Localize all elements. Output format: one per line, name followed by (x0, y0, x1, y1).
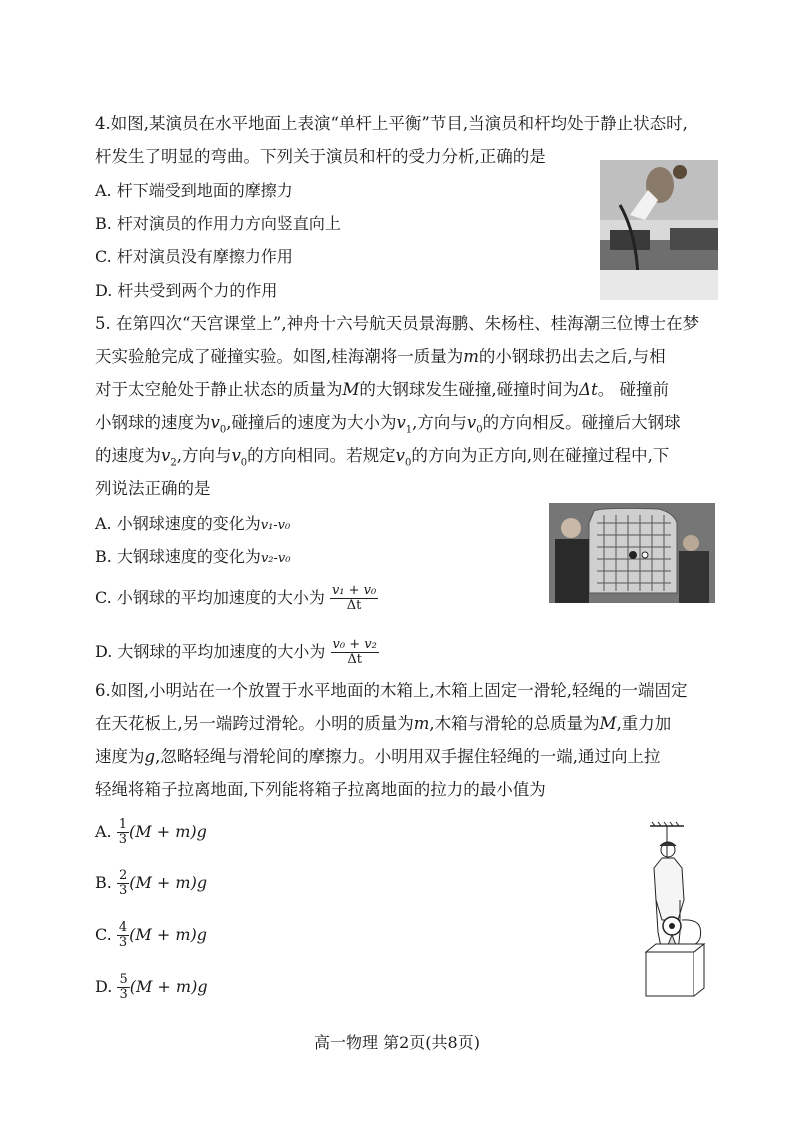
q6-option-c-numerator: 4 (118, 920, 128, 935)
q5-line-5-text-c: 的方向相同。若规定 (247, 446, 396, 465)
q6-symbol-m: m (413, 714, 430, 733)
q5-v0-a-sub: 0 (219, 424, 227, 436)
q6-line-4: 轻绳将箱子拉离地面,下列能将箱子拉离地面的拉力的最小值为 (95, 780, 546, 799)
q5-option-d (95, 638, 379, 667)
q5-line-3 (95, 379, 669, 401)
q5-v0-a: v (210, 413, 220, 432)
q6-option-b-expr: (M + m)g (129, 873, 208, 892)
q5-line-1: 5. 在第四次“天宫课堂上”,神舟十六号航天员景海鹏、朱杨柱、桂海潮三位博士在梦 (95, 314, 700, 333)
q6-symbol-big-m: M (599, 714, 617, 733)
q6-option-a-fraction (117, 818, 129, 847)
q5-line-4-text-b: ,碰撞后的速度为大小为 (226, 413, 397, 432)
q6-option-d-expr: (M + m)g (129, 977, 208, 996)
q5-line-2 (95, 346, 666, 368)
q5-line-6: 列说法正确的是 (95, 479, 211, 498)
q6-line-2-text-c: ,重力加 (616, 714, 672, 733)
q5-option-c-text: C. 小钢球的平均加速度的大小为 (95, 588, 325, 607)
q5-option-a (95, 513, 290, 537)
q5-symbol-big-m: M (342, 380, 360, 399)
q5-option-b-expr: v₂-v₀ (260, 551, 291, 566)
q5-option-a-text: A. 小钢球速度的变化为 (95, 514, 261, 533)
q5-option-d-numerator: v₀ + v₂ (332, 637, 377, 652)
q6-option-d-label: D. (95, 977, 113, 996)
q5-v0-d-sub: 0 (404, 457, 412, 469)
q5-option-b (95, 546, 290, 570)
q6-diagram-person-on-box-pulley (632, 820, 720, 1002)
q6-option-c-denominator: 3 (118, 935, 128, 950)
q4-option-c: C. 杆对演员没有摩擦力作用 (95, 247, 293, 266)
q6-line-2-text-b: ,木箱与滑轮的总质量为 (429, 714, 600, 733)
q6-option-c-expr: (M + m)g (129, 925, 207, 944)
q6-line-2 (95, 713, 671, 735)
q5-option-d-denominator: Δt (347, 652, 362, 667)
q5-line-4-text-c: ,方向与 (412, 413, 467, 432)
q5-option-c-numerator: v₁ + v₀ (331, 583, 377, 598)
page-footer: 高一物理 第2页(共8页) (314, 1033, 480, 1052)
q4-option-a: A. 杆下端受到地面的摩擦力 (95, 181, 293, 200)
q6-option-d (95, 973, 208, 1002)
q5-v1: v (396, 413, 406, 432)
q5-line-2-text-b: 的小钢球扔出去之后,与相 (478, 347, 666, 366)
q6-option-a (95, 818, 207, 847)
q4-option-b: B. 杆对演员的作用力方向竖直向上 (95, 214, 341, 233)
q5-option-a-expr: v₁-v₀ (260, 518, 291, 533)
q6-line-1: 6.如图,小明站在一个放置于水平地面的木箱上,木箱上固定一滑轮,轻绳的一端固定 (95, 681, 688, 700)
q5-line-2-text-a: 天实验舱完成了碰撞实验。如图,桂海潮将一质量为 (95, 347, 464, 366)
q5-option-c-denominator: Δt (346, 598, 362, 613)
q5-v1-sub: 1 (405, 424, 413, 436)
q5-v0-d: v (395, 446, 405, 465)
q6-option-d-denominator: 3 (119, 987, 128, 1002)
q6-option-c (95, 921, 207, 950)
q5-option-b-text: B. 大钢球速度的变化为 (95, 547, 261, 566)
q6-symbol-g: g (144, 747, 156, 766)
q6-option-b-numerator: 2 (118, 868, 128, 883)
q6-option-d-numerator: 5 (119, 972, 128, 987)
q6-option-c-fraction (117, 921, 129, 950)
q5-symbol-delta-t: Δt (579, 380, 598, 399)
q5-option-c-fraction (330, 584, 378, 613)
q5-v0-b-sub: 0 (476, 424, 483, 436)
q6-option-b-fraction (117, 869, 129, 898)
q6-line-3 (95, 746, 661, 768)
q4-line-2: 杆发生了明显的弯曲。下列关于演员和杆的受力分析,正确的是 (95, 147, 546, 166)
q5-v2: v (161, 446, 171, 465)
q6-option-b-label: B. (95, 873, 112, 892)
q6-option-b-denominator: 3 (118, 883, 128, 898)
q5-line-5 (95, 445, 669, 474)
q6-option-c-label: C. (95, 925, 112, 944)
q5-line-3-text-b: 的大钢球发生碰撞,碰撞时间为 (359, 380, 580, 399)
q6-option-a-label: A. (95, 822, 112, 841)
q4-option-d: D. 杆共受到两个力的作用 (95, 281, 278, 300)
q5-line-4 (95, 412, 681, 441)
q5-v0-c-sub: 0 (240, 457, 248, 469)
q5-v0-c: v (231, 446, 241, 465)
q6-line-2-text-a: 在天花板上,另一端跨过滑轮。小明的质量为 (95, 714, 414, 733)
q5-symbol-m: m (463, 347, 479, 366)
q5-line-3-text-c: 。 碰撞前 (597, 380, 669, 399)
q6-line-3-text-b: ,忽略轻绳与滑轮间的摩擦力。小明用双手握住轻绳的一端,通过向上拉 (155, 747, 661, 766)
q6-option-a-numerator: 1 (118, 817, 128, 832)
q5-line-3-text-a: 对于太空舱处于静止状态的质量为 (95, 380, 343, 399)
q5-line-4-text-d: 的方向相反。碰撞后大钢球 (482, 413, 681, 432)
q5-line-4-text-a: 小钢球的速度为 (95, 413, 211, 432)
q6-option-b (95, 869, 207, 898)
q5-line-5-text-a: 的速度为 (95, 446, 161, 465)
q6-option-d-fraction (117, 973, 129, 1002)
q6-option-a-expr: (M + m)g (129, 822, 207, 841)
q5-v2-sub: 2 (170, 457, 177, 469)
q4-photo-performer-on-pole (600, 160, 718, 300)
q5-option-c (95, 584, 378, 613)
q5-option-d-text: D. 大钢球的平均加速度的大小为 (95, 642, 326, 661)
q6-line-3-text-a: 速度为 (95, 747, 145, 766)
q5-line-5-text-b: ,方向与 (176, 446, 232, 465)
q4-line-1: 4.如图,某演员在水平地面上表演“单杆上平衡”节目,当演员和杆均处于静止状态时, (95, 114, 688, 133)
q5-line-5-text-d: 的方向为正方向,则在碰撞过程中,下 (411, 446, 670, 465)
q5-v0-b: v (466, 413, 477, 432)
q5-option-d-fraction (331, 638, 379, 667)
q5-photo-astronauts-collision (549, 503, 715, 603)
q6-option-a-denominator: 3 (118, 832, 128, 847)
